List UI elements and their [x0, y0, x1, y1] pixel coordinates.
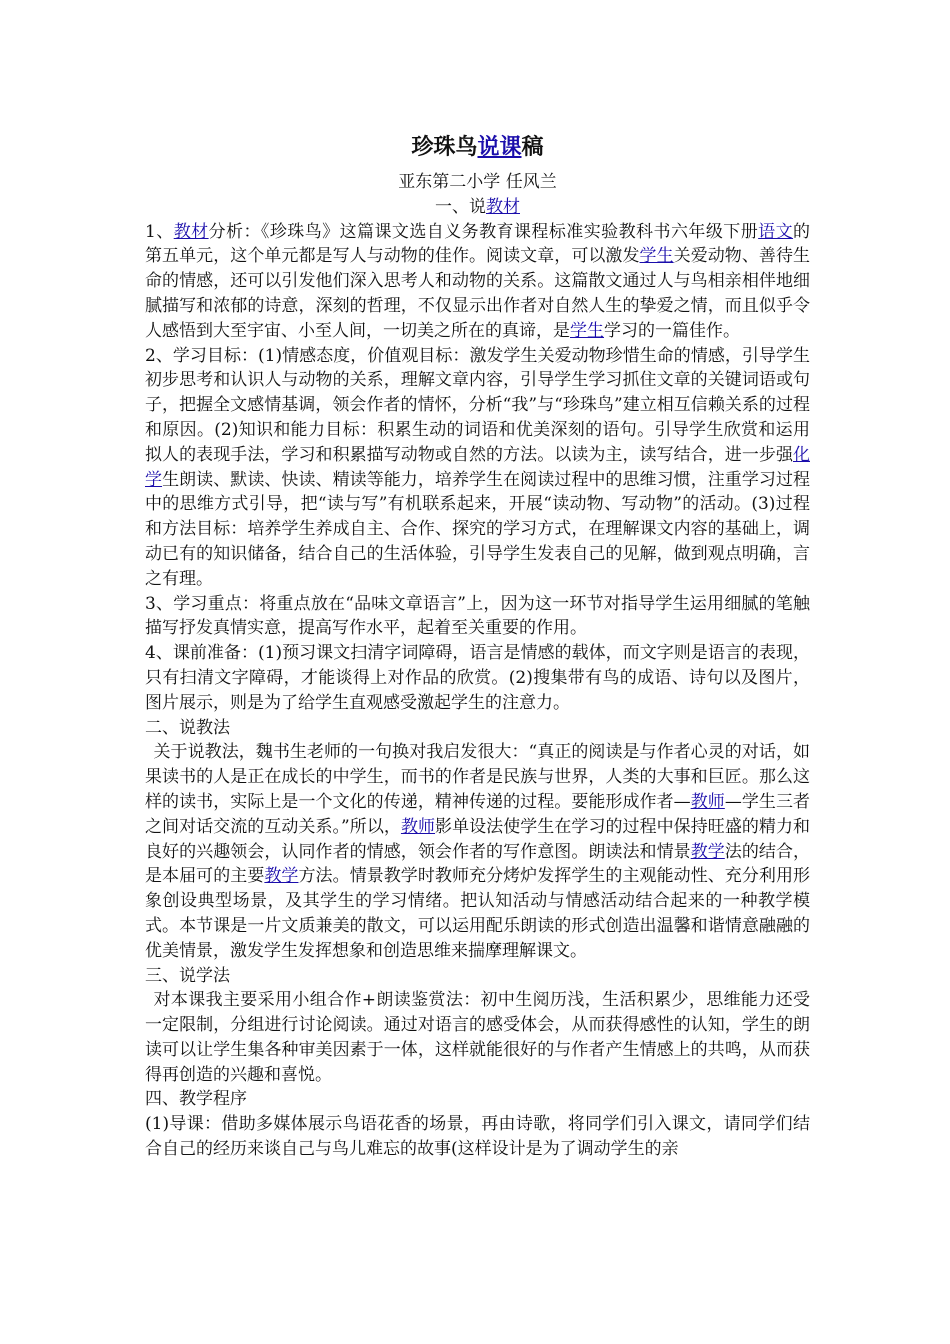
- title-text: 珍珠鸟: [411, 134, 478, 160]
- inline-link[interactable]: 教材: [173, 221, 209, 242]
- document-page: [145, 130, 810, 1162]
- section-heading: [145, 195, 810, 220]
- inline-link[interactable]: 教学: [264, 866, 299, 887]
- text-run: 1、: [145, 221, 174, 242]
- text-run: 的第五单元，这个单元都是写人与动物的佳作。阅读文章，可以激发: [145, 221, 811, 267]
- paragraph-learning-method: 对本课我主要采用小组合作+朗读鉴赏法：初中生阅历浅，生活积累少，思维能力还受一定限制，分组进行讨论阅读。通过对语言的感受体会，从而获得感性的认知，学生的朗读可以让学生集各种审美因素于一体，这样就能很好的与作者产生情感上的共鸣，从而获得再创造的兴趣和喜悦。: [145, 990, 810, 1085]
- text-run: 2、学习目标：(1)情感态度，价值观目标：激发学生关爱动物珍惜生命的情感，引导学生初步思考和认识人与动物的关系，理解文章内容，引导学生学习抓住文章的关键词语或句子，把握全文感情基调，领会作者的情怀，分析“我”与“珍珠鸟”建立相互信赖关系的过程和原因。(2)知识和能力目标：积累生动的词语和优美深刻的语句。引导学生欣赏和运用拟人的表现手法，学习和积累描写动物或自然的方法。以读为主，读写结合，进一步强: [145, 345, 810, 465]
- text-run: 关爱动物、善待生命的情感，还可以引发他们深入思考人和动物的关系。这篇散文通过人与鸟相亲相伴地细腻描写和浓郁的诗意，深刻的哲理，不仅显示出作者对自然人生的挚爱之情，而且似乎令人感悟到大至宇宙、小至人间，一切美之所在的真谛，是: [145, 246, 811, 341]
- section-heading: 四、教学程序: [145, 1089, 247, 1110]
- inline-link[interactable]: 学生: [639, 246, 674, 267]
- text-run: 影单设法使学生在学习的过程中保持旺盛的精力和良好的兴趣领会，认同作者的情感，领会作者的写作意图。朗读法和情景: [145, 816, 810, 862]
- heading-text: 一、说: [435, 196, 486, 217]
- inline-link[interactable]: 语文: [758, 221, 794, 242]
- paragraph-key-point: 3、学习重点：将重点放在“品味文章语言”上，因为这一环节对指导学生运用细腻的笔触描写抒发真情实意，提高写作水平，起着至关重要的作用。: [145, 593, 810, 639]
- text-run: 生朗读、默读、快读、精读等能力，培养学生在阅读过程中的思维习惯，注重学习过程中的思维方式引导，把“读与写”有机联系起来，开展“读动物、写动物”的活动。(3)过程和方法目标：培养学生养成自主、合作、探究的学习方式，在理解课文内容的基础上，调动已有的知识储备，结合自己的生活体验，引导学生发表自己的见解，做到观点明确，言之有理。: [145, 469, 811, 589]
- paragraph-preparation: 4、课前准备：(1)预习课文扫清字词障碍，语言是情感的载体，而文字则是语言的表现，只有扫清文字障碍，才能谈得上对作品的欣赏。(2)搜集带有鸟的成语、诗句以及图片，图片展示，则是为了给学生直观感受激起学生的注意力。: [145, 643, 810, 713]
- text-run: 方法。情景教学时教师充分烤炉发挥学生的主观能动性、充分利用形象创设典型场景，及其学生的学习情绪。把认知活动与情感活动结合起来的一种教学模式。本节课是一片文质兼美的散文，可以运用配乐朗读的形式创造出温馨和谐情意融融的优美情景，激发学生发挥想象和创造思维来揣摩理解课文。: [145, 866, 811, 961]
- paragraph-textbook-analysis: [145, 220, 810, 344]
- paragraph-teaching-method: [145, 740, 810, 963]
- title-text: 稿: [521, 134, 544, 160]
- section-heading: 三、说学法: [145, 965, 230, 986]
- inline-link[interactable]: 化学: [145, 444, 810, 490]
- paragraph-procedure: (1)导课：借助多媒体展示鸟语花香的场景，再由诗歌，将同学们引入课文，请同学们结合自己的经历来谈自己与鸟儿难忘的故事(这样设计是为了调动学生的亲: [145, 1114, 810, 1160]
- inline-link[interactable]: 教师: [690, 791, 725, 812]
- section-heading: 二、说教法: [145, 717, 230, 738]
- inline-link[interactable]: 教师: [400, 816, 436, 837]
- text-run: —学生三者之间对话交流的互动关系。”所以，: [145, 791, 811, 837]
- author-line: 亚东第二小学 任风兰: [398, 172, 557, 192]
- heading-link[interactable]: 教材: [486, 196, 520, 217]
- inline-link[interactable]: 学生: [570, 320, 604, 341]
- title-link[interactable]: 说课: [477, 134, 522, 160]
- inline-link[interactable]: 教学: [690, 841, 725, 862]
- document-title: [145, 130, 810, 164]
- text-run: 法的结合，是本届可的主要: [145, 841, 811, 887]
- paragraph-learning-goals: [145, 344, 810, 592]
- text-run: 关于说教法，魏书生老师的一句换对我启发很大：“真正的阅读是与作者心灵的对话，如果读书的人是正在成长的中学生，而书的作者是民族与世界，人类的大事和巨匠。那么这样的读书，实际上是一个文化的传递，精神传递的过程。要能形成作者—: [145, 742, 810, 812]
- text-run: 分析：《珍珠鸟》这篇课文选自义务教育课程标准实验教科书六年级下册: [208, 221, 759, 242]
- text-run: 学习的一篇佳作。: [604, 320, 740, 341]
